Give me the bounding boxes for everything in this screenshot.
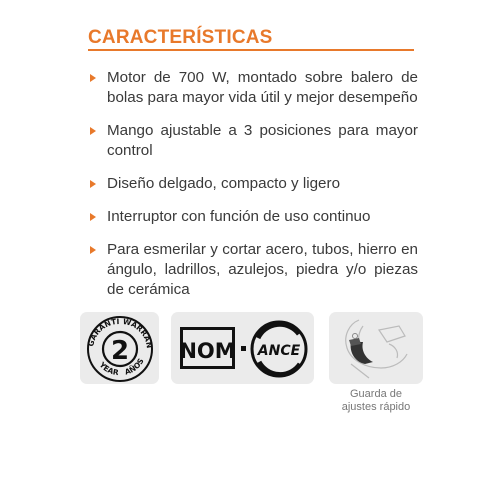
separator-dot (241, 346, 246, 351)
quick-adjust-guard-icon (329, 312, 423, 384)
feature-item (88, 68, 418, 108)
feature-list (88, 68, 418, 313)
guard-caption-line1: Guarda de (350, 388, 402, 400)
feature-text: Motor de 700 W, montado sobre balero de bolas para mayor vida útil y mejor desempeño (107, 69, 418, 106)
feature-item (88, 174, 418, 194)
guard-caption-line2: ajustes rápido (341, 401, 411, 413)
bullet-arrow-icon (90, 213, 96, 221)
feature-item (88, 240, 418, 300)
ance-label: ANCE (257, 343, 301, 359)
warranty-seal-icon (80, 312, 159, 384)
warranty-label-es: GARANTÍ (86, 316, 120, 348)
nom-ance-certification-icon (171, 312, 314, 384)
section-title: CARACTERÍSTICAS (88, 27, 273, 48)
feature-item (88, 207, 418, 227)
warranty-label-en: WARRAN (122, 316, 155, 349)
bullet-arrow-icon (90, 246, 96, 254)
nom-label: NOM (179, 339, 236, 363)
guard-badge (329, 312, 423, 384)
feature-text: Mango ajustable a 3 posiciones para mayor control (107, 122, 418, 159)
feature-text: Para esmerilar y cortar acero, tubos, hierro en ángulo, ladrillos, azulejos, piedra y/o piezas de cerámica (107, 241, 418, 298)
guard-caption (329, 388, 423, 414)
feature-text: Diseño delgado, compacto y ligero (107, 175, 341, 192)
feature-text: Interruptor con función de uso continuo (107, 208, 371, 225)
warranty-years: 2 (110, 336, 130, 366)
bullet-arrow-icon (90, 74, 96, 82)
bullet-arrow-icon (90, 180, 96, 188)
bullet-arrow-icon (90, 127, 96, 135)
feature-item (88, 121, 418, 161)
title-underline (88, 49, 414, 51)
certification-badge (171, 312, 314, 384)
warranty-year-es: AÑOS (123, 356, 146, 377)
warranty-year-en: YEAR (97, 360, 120, 378)
warranty-badge (80, 312, 159, 384)
